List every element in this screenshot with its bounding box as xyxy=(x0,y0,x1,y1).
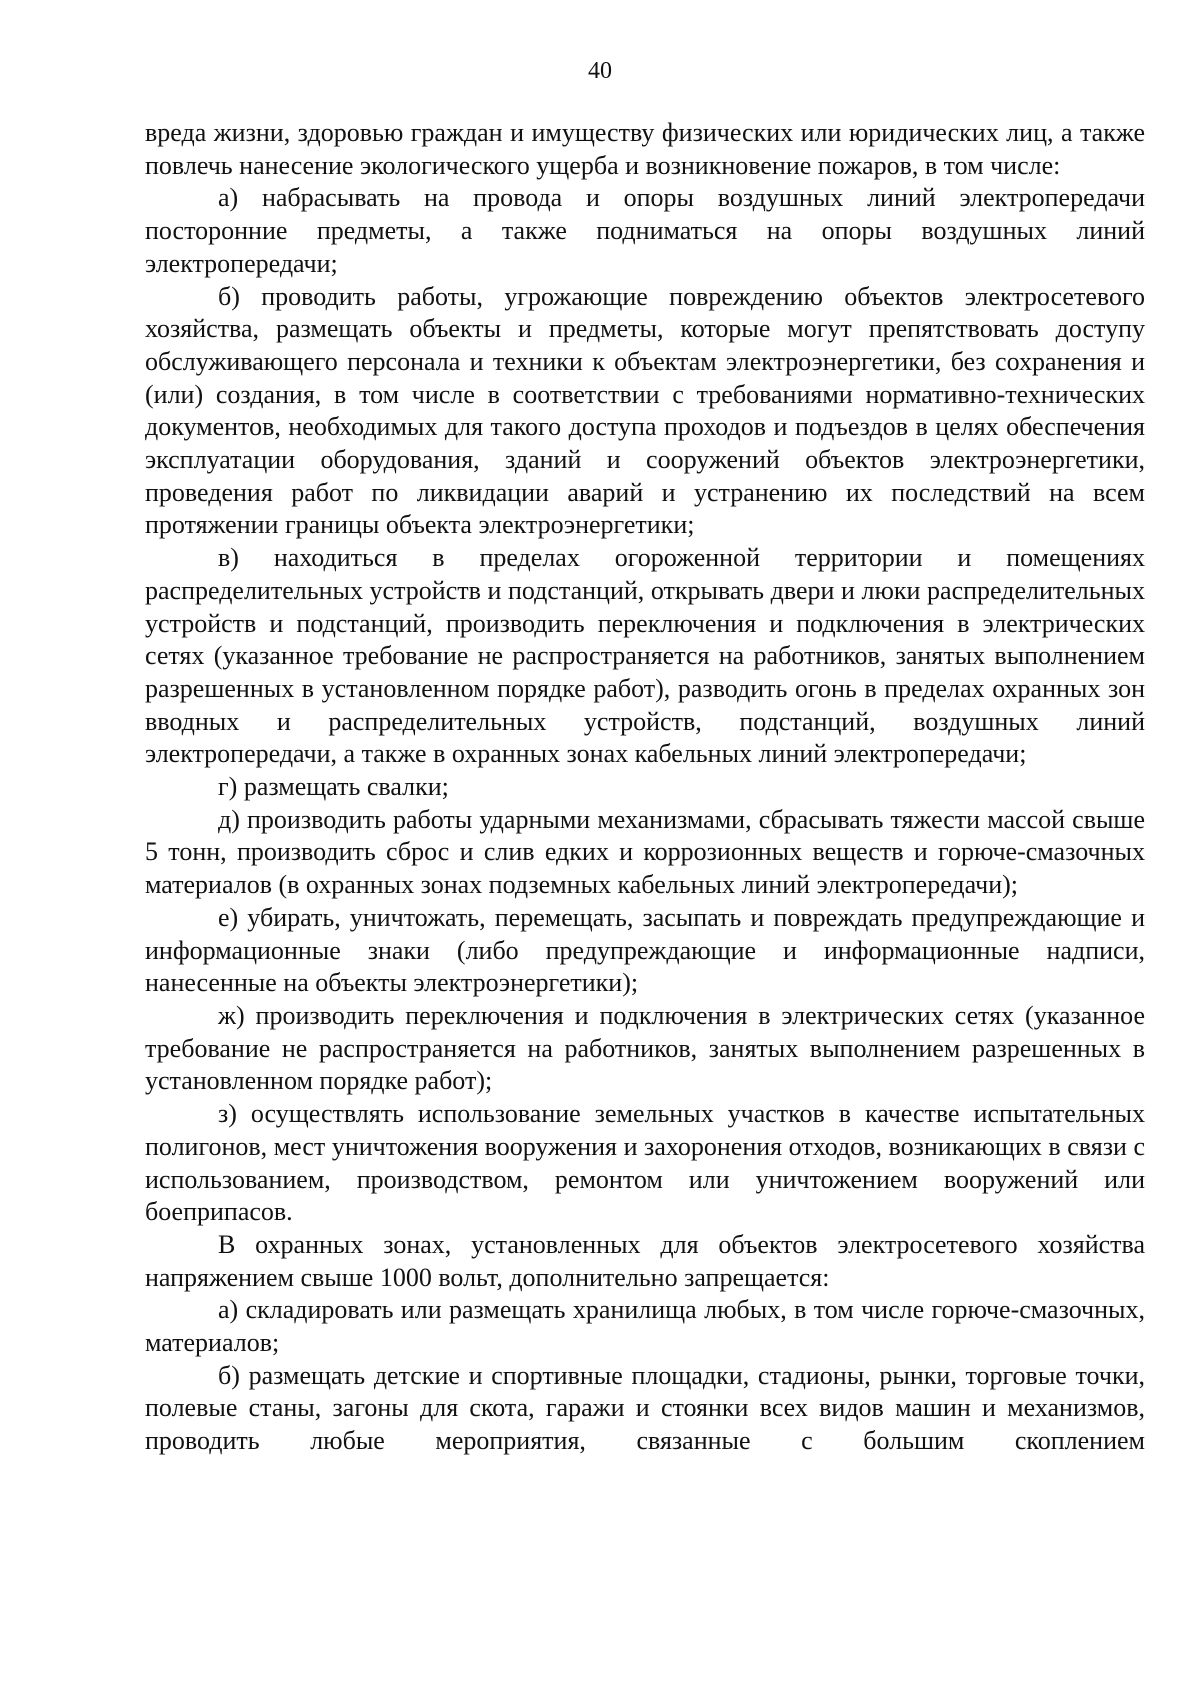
list-item-d: д) производить работы ударными механизмами, сбрасывать тяжести массой свыше 5 тонн, производить сброс и слив едких и коррозионных веществ и горюче-смазочных материалов (в охранных зонах подземных кабельных линий электропередачи); xyxy=(145,804,1145,900)
list-item-z: з) осуществлять использование земельных участков в качестве испытательных полигонов, мест уничтожения вооружения и захоронения отходов, возникающих в связи с использованием, производством, ремонтом или уничтожением вооружений или боеприпасов. xyxy=(145,1099,1145,1227)
document-text xyxy=(145,117,1145,1458)
list-item-b-2: б) размещать детские и спортивные площадки, стадионы, рынки, торговые точки, полевые станы, загоны для скота, гаражи и стоянки всех видов машин и механизмов, проводить любые мероприятия, связанные с большим скоплением xyxy=(145,1360,1145,1456)
list-item-a-2: а) складировать или размещать хранилища любых, в том числе горюче-смазочных, материалов; xyxy=(145,1295,1145,1358)
paragraph-high-voltage-intro: В охранных зонах, установленных для объектов электросетевого хозяйства напряжением свыше 1000 вольт, дополнительно запрещается: xyxy=(145,1229,1145,1292)
list-item-zh: ж) производить переключения и подключения в электрических сетях (указанное требование не распространяется на работников, занятых выполнением разрешенных в установленном порядке работ); xyxy=(145,1000,1145,1096)
list-item-a: а) набрасывать на провода и опоры воздушных линий электропередачи посторонние предметы, а также подниматься на опоры воздушных линий электропередачи; xyxy=(145,183,1145,278)
list-item-v: в) находиться в пределах огороженной территории и помещениях распределительных устройств и подстанций, открывать двери и люки распределительных устройств и подстанций, производить переключения и подключения в электрических сетях (указанное требование не распространяется на работников, занятых выполнением разрешенных в установленном порядке работ), разводить огонь в пределах охранных зон вводных и распределительных устройств, подстанций, воздушных линий электропередачи, а также в охранных зонах кабельных линий электропередачи; xyxy=(145,543,1145,769)
page-number: 40 xyxy=(588,58,612,84)
list-item-g: г) размещать свалки; xyxy=(218,772,449,802)
paragraph-continuation: вреда жизни, здоровью граждан и имуществу физических или юридических лиц, а также повлечь нанесение экологического ущерба и возникновение пожаров, в том числе: xyxy=(145,118,1145,180)
list-item-e: е) убирать, уничтожать, перемещать, засыпать и повреждать предупреждающие и информационные знаки (либо предупреждающие и информационные надписи, нанесенные на объекты электроэнергетики); xyxy=(145,902,1145,998)
list-item-b: б) проводить работы, угрожающие повреждению объектов электросетевого хозяйства, размещать объекты и предметы, которые могут препятствовать доступу обслуживающего персонала и техники к объектам электроэнергетики, без сохранения и (или) создания, в том числе в соответствии с требованиями нормативно-технических документов, необходимых для такого доступа проходов и подъездов в целях обеспечения эксплуатации оборудования, зданий и сооружений объектов электроэнергетики, проведения работ по ликвидации аварий и устранению их последствий на всем протяжении границы объекта электроэнергетики; xyxy=(145,281,1145,540)
